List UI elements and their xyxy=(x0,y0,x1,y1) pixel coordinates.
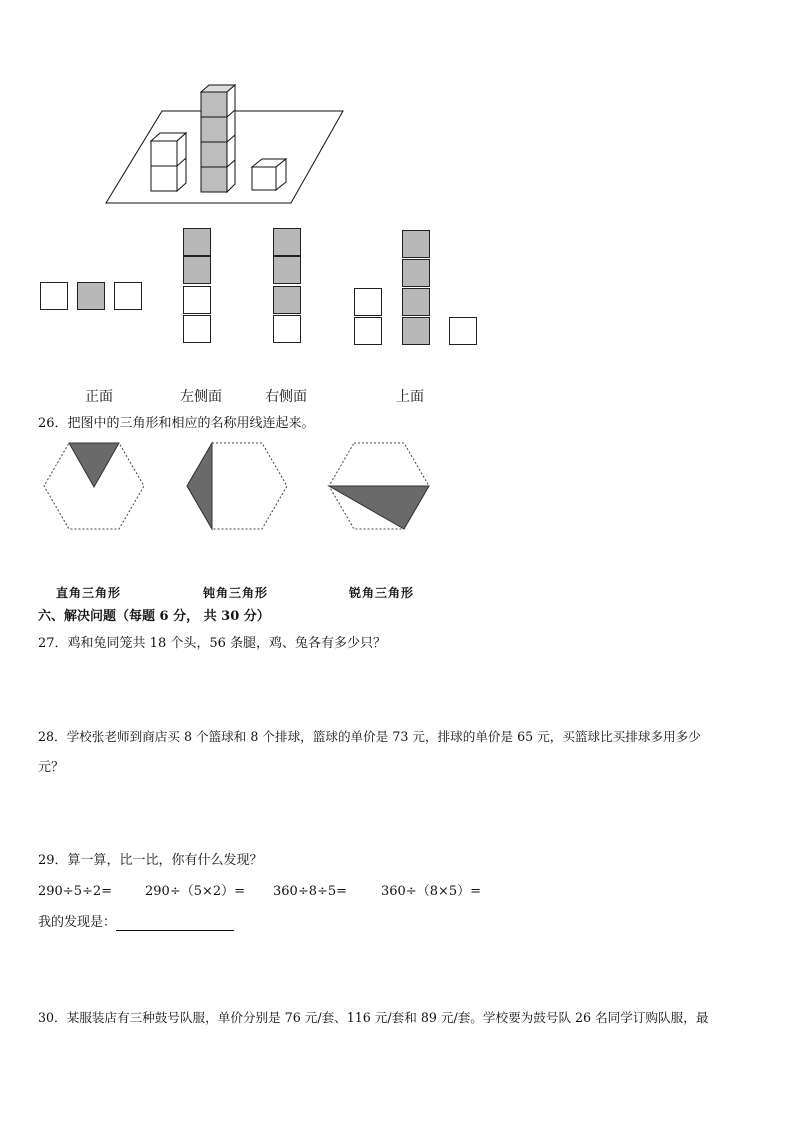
triangle-name-right: 直角三角形 xyxy=(56,586,122,600)
question-26: 26．把图中的三角形和相应的名称用线连起来。 xyxy=(38,416,315,431)
expression-4: 360÷（8×5）= xyxy=(381,884,482,899)
question-27: 27．鸡和兔同笼共 18 个头，56 条腿，鸡、兔各有多少只？ xyxy=(38,636,387,651)
question-28-line2: 元？ xyxy=(38,760,65,775)
label-right: 右侧面 xyxy=(265,389,307,405)
question-28-line1: 28．学校张老师到商店买 8 个篮球和 8 个排球，篮球的单价是 73 元，排球的单价是 65 元，买篮球比买排球多用多少 xyxy=(38,729,701,744)
cube-stack-left xyxy=(151,133,186,191)
finding-row xyxy=(38,915,234,931)
label-top: 上面 xyxy=(396,389,424,405)
question-29: 29．算一算，比一比，你有什么发现？ xyxy=(38,853,263,868)
question-30: 30．某服装店有三种鼓号队服，单价分别是 76 元/套、116 元/套和 89 元/套。学校要为鼓号队 26 名同学订购队服，最 xyxy=(38,1010,709,1025)
section-6-title: 六、解决问题（每题 6 分， 共 30 分） xyxy=(38,609,270,624)
shaded-triangle-2 xyxy=(187,443,212,529)
cube-stack-figure xyxy=(100,80,350,210)
cube-single-right xyxy=(252,159,286,190)
label-left: 左侧面 xyxy=(180,389,222,405)
hexagon-acute xyxy=(40,440,148,532)
expression-1: 290÷5÷2= xyxy=(38,884,113,899)
triangle-name-acute: 锐角三角形 xyxy=(349,586,415,600)
triangle-name-obtuse: 钝角三角形 xyxy=(203,586,269,600)
label-front: 正面 xyxy=(85,389,113,405)
finding-answer-blank[interactable] xyxy=(116,916,234,931)
finding-label: 我的发现是： xyxy=(38,915,117,930)
cube-stack-center xyxy=(201,85,235,192)
hexagon-right xyxy=(183,440,291,532)
hexagon-obtuse xyxy=(325,440,433,532)
expression-2: 290÷（5×2）= xyxy=(145,884,246,899)
expression-3: 360÷8÷5= xyxy=(273,884,348,899)
